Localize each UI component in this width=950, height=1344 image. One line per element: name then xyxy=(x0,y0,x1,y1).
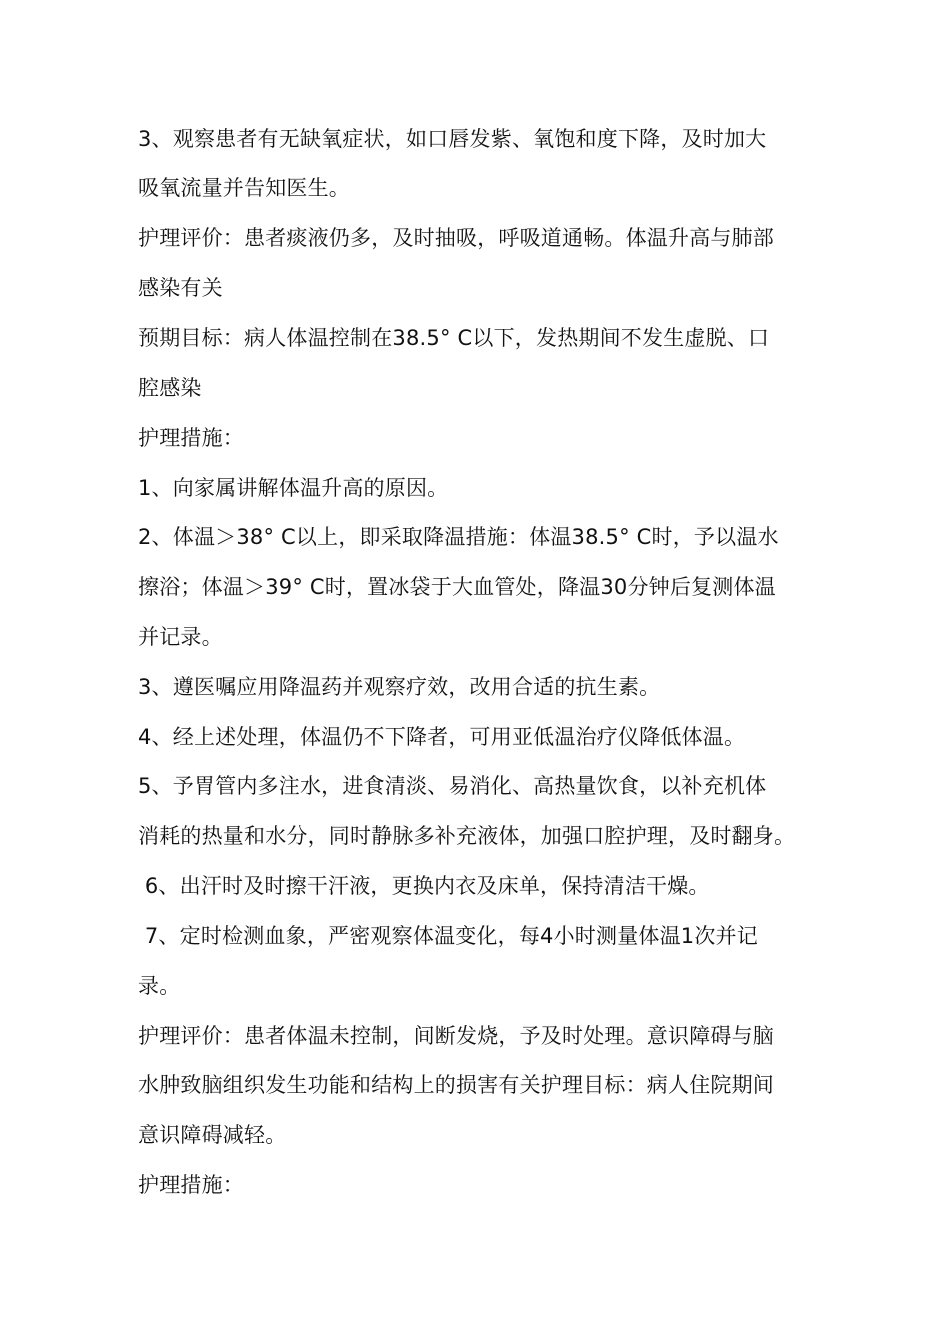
text-line: 吸氧流量并告知医生。 xyxy=(138,176,350,200)
text-line: 腔感染 xyxy=(138,376,202,400)
section-heading: 护理措施： xyxy=(138,426,244,450)
text-line: 3、观察患者有无缺氧症状，如口唇发紫、氧饱和度下降，及时加大 xyxy=(138,127,767,151)
section-heading: 护理措施： xyxy=(138,1173,244,1197)
text-line: 消耗的热量和水分，同时静脉多补充液体，加强口腔护理，及时翻身。 xyxy=(138,824,796,848)
text-line: 护理评价：患者痰液仍多，及时抽吸，呼吸道通畅。体温升高与肺部 xyxy=(138,226,774,250)
text-line: 4、经上述处理，体温仍不下降者，可用亚低温治疗仪降低体温。 xyxy=(138,725,746,749)
text-line: 1、向家属讲解体温升高的原因。 xyxy=(138,476,449,500)
text-line: 预期目标：病人体温控制在38.5° C以下，发热期间不发生虚脱、口 xyxy=(138,326,770,350)
text-line: 并记录。 xyxy=(138,625,223,649)
text-line: 感染有关 xyxy=(138,276,223,300)
text-line: 护理评价：患者体温未控制，间断发烧，予及时处理。意识障碍与脑 xyxy=(138,1024,774,1048)
text-line: 3、遵医嘱应用降温药并观察疗效，改用合适的抗生素。 xyxy=(138,675,661,699)
text-line: 6、出汗时及时擦干汗液，更换内衣及床单，保持清洁干燥。 xyxy=(138,874,710,898)
text-line: 2、体温＞38° C以上，即采取降温措施：体温38.5° C时，予以温水 xyxy=(138,525,779,549)
text-line: 5、予胃管内多注水，进食清淡、易消化、高热量饮食，以补充机体 xyxy=(138,774,767,798)
text-line: 水肿致脑组织发生功能和结构上的损害有关护理目标：病人住院期间 xyxy=(138,1073,774,1097)
text-line: 擦浴；体温＞39° C时，置冰袋于大血管处，降温30分钟后复测体温 xyxy=(138,575,776,599)
text-line: 7、定时检测血象，严密观察体温变化，每4小时测量体温1次并记 xyxy=(138,924,758,948)
text-line: 意识障碍减轻。 xyxy=(138,1123,287,1147)
text-line: 录。 xyxy=(138,974,181,998)
